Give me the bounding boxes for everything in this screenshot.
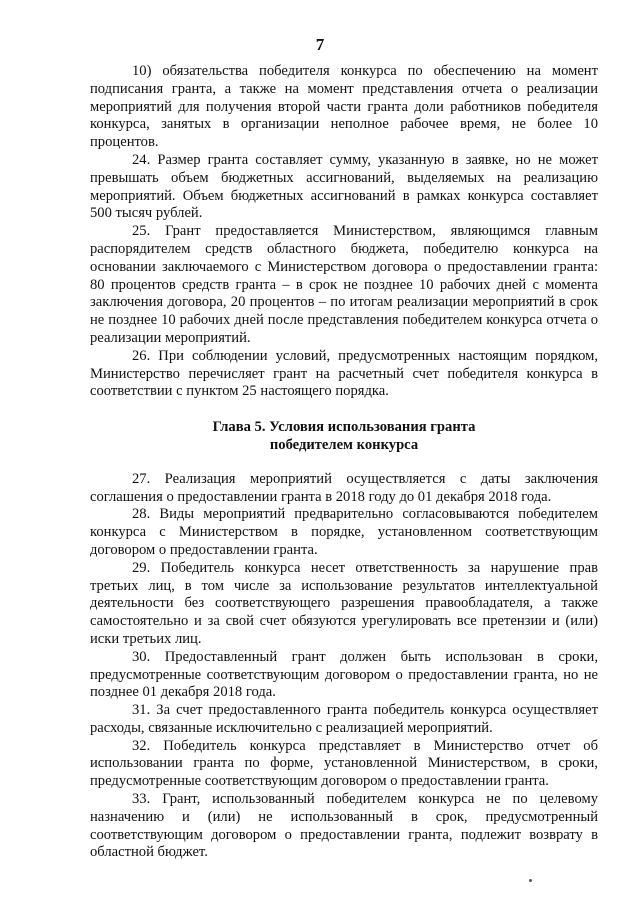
paragraph-31: 31. За счет предоставленного гранта победитель конкурса осуществляет расходы, связанные исключительно с реализацией мероприятий. <box>90 702 598 736</box>
page-number: 7 <box>315 35 325 54</box>
paragraph-29: 29. Победитель конкурса несет ответственность за нарушение прав третьих лиц, в том числе за использование результатов интеллектуальной деятельности без соответствующего разрешения правообладателя, а также самостоятельно и за свой счет обязуются урегулировать все претензии и (или) иски третьих лиц. <box>90 559 598 647</box>
paragraph-24: 24. Размер гранта составляет сумму, указанную в заявке, но не может превышать объем бюджетных ассигнований, выделяемых на реализацию мероприятий. Объем бюджетных ассигнований в рамках конкурса составляет 500 тысяч рублей. <box>90 151 598 222</box>
chapter-heading-line2: победителем конкурса <box>269 436 419 453</box>
chapter-heading-line1: Глава 5. Условия использования гранта <box>212 419 476 436</box>
paragraph-32: 32. Победитель конкурса представляет в Министерство отчет об использовании гранта по форме, установленной Министерством, в сроки, предусмотренные соответствующим договором о предоставлении гранта. <box>90 737 598 790</box>
document-body <box>90 63 598 862</box>
scan-speck <box>529 879 532 882</box>
paragraph-item-10: 10) обязательства победителя конкурса по обеспечению на момент подписания гранта, а также на момент представления отчета о реализации мероприятий для получения второй части гранта доли работников победителя конкурса, занятых в организации неполное рабочее время, не более 10 процентов. <box>90 63 598 151</box>
paragraph-33: 33. Грант, использованный победителем конкурса не по целевому назначению и (или) не использованный в срок, предусмотренный соответствующим договором о предоставлении гранта, подлежит возврату в областной бюджет. <box>90 791 598 861</box>
paragraph-28: 28. Виды мероприятий предварительно согласовываются победителем конкурса с Министерством в порядке, установленном соответствующим договором о предоставлении гранта. <box>90 506 598 558</box>
paragraph-30: 30. Предоставленный грант должен быть использован в сроки, предусмотренные соответствующим договором о предоставлении гранта, но не позднее 01 декабря 2018 года. <box>90 648 598 701</box>
chapter-heading <box>90 419 598 455</box>
paragraph-25: 25. Грант предоставляется Министерством, являющимся главным распорядителем средств областного бюджета, победителю конкурса на основании заключаемого с Министерством договора о предоставлении гранта: 80 процентов средств гранта – в срок не позднее 10 рабочих дней с момента заключения договора, 20 процентов – по итогам реализации мероприятий в срок не позднее 10 рабочих дней после представления победителем конкурса отчета о реализации мероприятий. <box>90 223 598 346</box>
paragraph-27: 27. Реализация мероприятий осуществляется с даты заключения соглашения о предоставлении гранта в 2018 году до 01 декабря 2018 года. <box>90 470 598 505</box>
paragraph-26: 26. При соблюдении условий, предусмотренных настоящим порядком, Министерство перечисляет грант на расчетный счет победителя конкурса в соответствии с пунктом 25 настоящего порядка. <box>90 347 598 400</box>
